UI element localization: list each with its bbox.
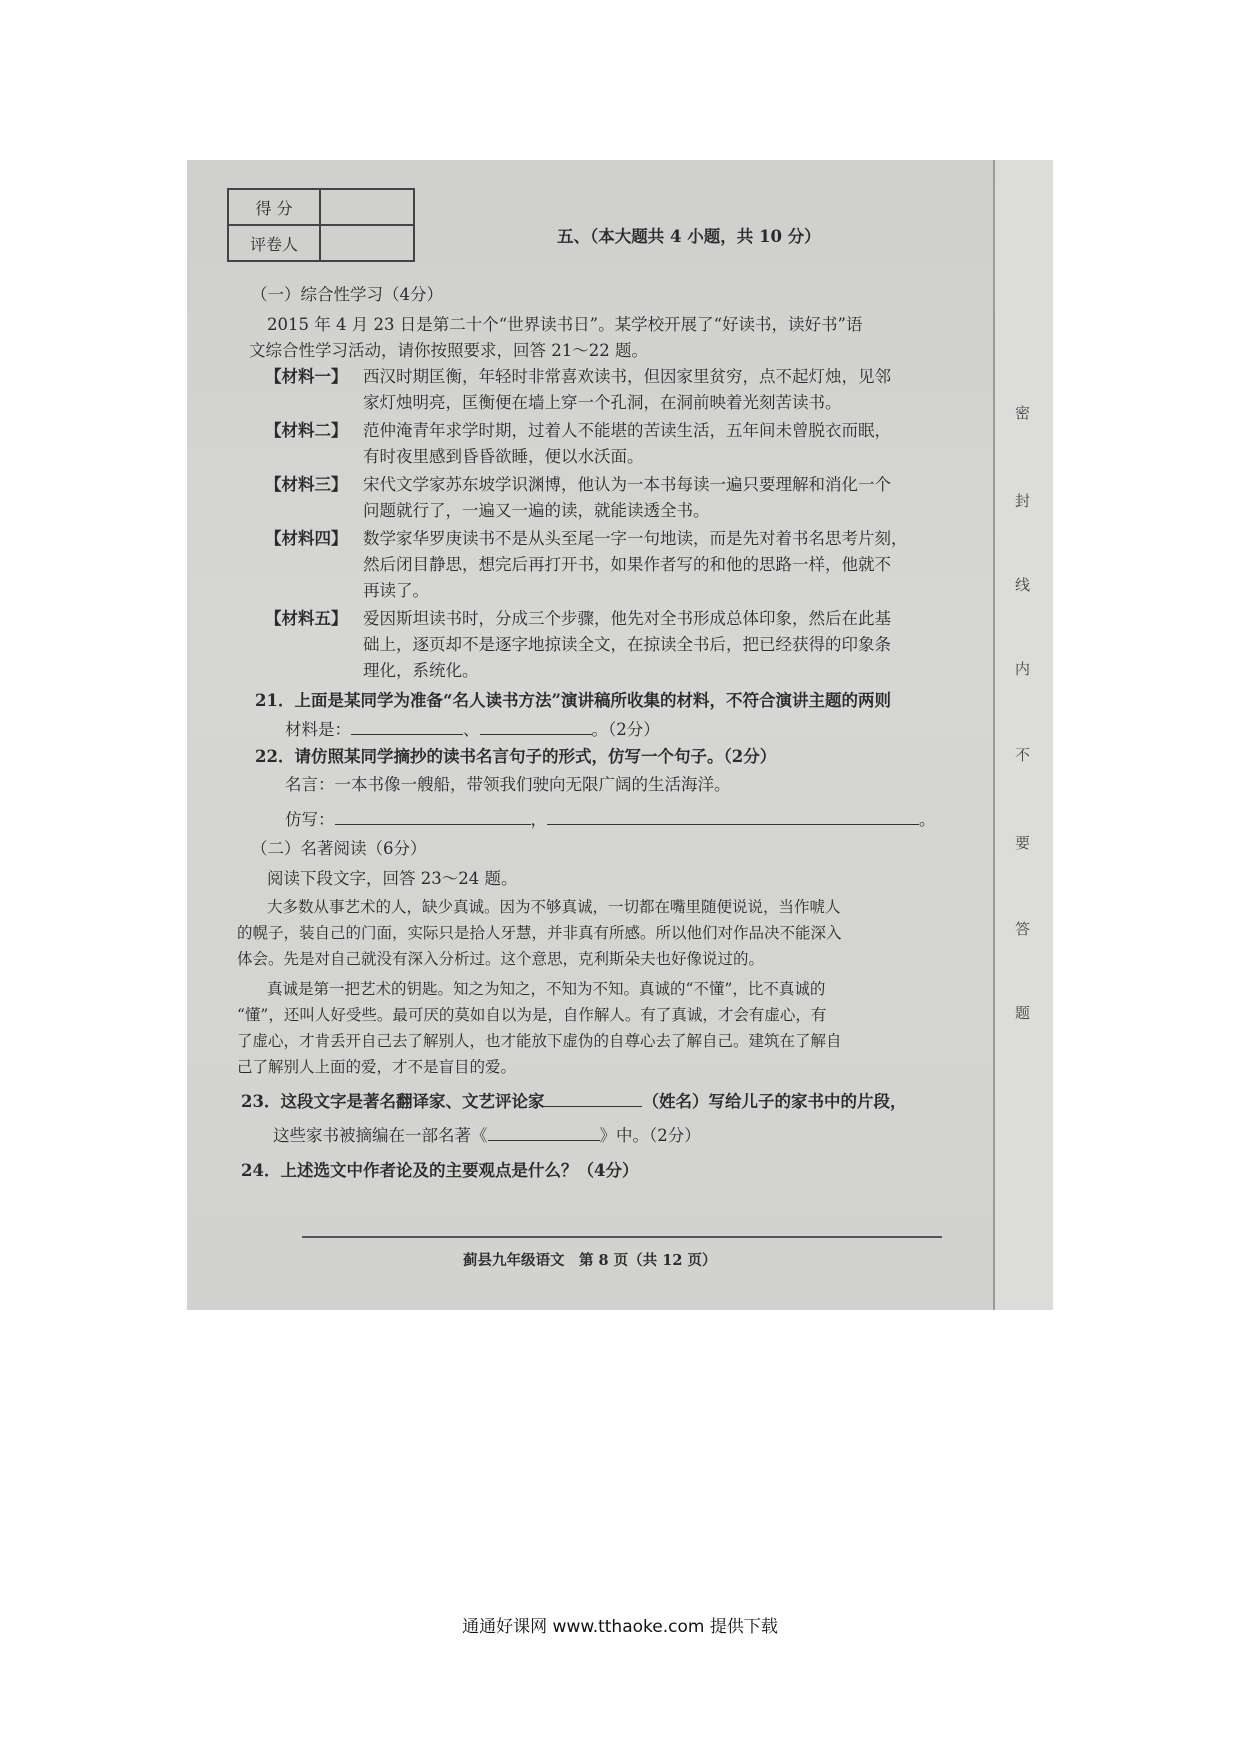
material-line: 西汉时期匡衡，年轻时非常喜欢读书，但因家里贫穷，点不起灯烛，见邻: [363, 367, 891, 386]
passage-line: 己了解别人上面的爱，才不是盲目的爱。: [237, 1058, 517, 1076]
question-22: 22．请仿照某同学摘抄的读书名言句子的形式，仿写一个句子。（2分）: [255, 747, 777, 766]
material-line: 础上，逐页却不是逐字地掠读全文，在掠读全书后，把已经获得的印象条: [363, 635, 891, 654]
material-line: 家灯烛明亮，匡衡便在墙上穿一个孔洞，在洞前映着光刻苦读书。: [363, 393, 842, 412]
material-line: 爱因斯坦读书时，分成三个步骤，他先对全书形成总体印象，然后在此基: [363, 609, 891, 628]
passage-line: 的幌子，装自己的门面，实际只是拾人牙慧，并非真有所感。所以他们对作品决不能深入: [237, 924, 842, 942]
grader-label: 评卷人: [228, 225, 320, 261]
q23-part-b: （姓名）写给儿子的家书中的片段，: [642, 1092, 907, 1111]
footer-rule: [302, 1236, 942, 1238]
question-23: [241, 1088, 906, 1115]
score-label: 得 分: [228, 189, 320, 225]
q22-blank-1[interactable]: [335, 806, 531, 825]
seal-char: 答: [1015, 920, 1031, 938]
material-tag: 【材料四】: [265, 529, 348, 548]
passage-line: 真诚是第一把艺术的钥匙。知之为知之，不知为不知。真诚的“不懂”，比不真诚的: [267, 980, 826, 998]
seal-char: 密: [1015, 404, 1031, 422]
score-table: [227, 188, 415, 262]
seal-char: 内: [1015, 660, 1031, 678]
section-title: 五、（本大题共 4 小题，共 10 分）: [557, 227, 821, 246]
q21-blank-1[interactable]: [351, 716, 463, 735]
q21-blank-2[interactable]: [480, 716, 592, 735]
part2-heading: （二）名著阅读（6分）: [251, 839, 427, 858]
material-line: 有时夜里感到昏昏欲睡，便以水沃面。: [363, 447, 644, 466]
q21-prefix: 材料是：: [285, 720, 351, 739]
part1-intro-line1: 2015 年 4 月 23 日是第二十个“世界读书日”。某学校开展了“好读书，读好书”语: [267, 315, 863, 334]
material-line: 再读了。: [363, 581, 429, 600]
question-22-quote: 名言：一本书像一艘船，带领我们驶向无限广阔的生活海洋。: [285, 775, 731, 794]
part2-intro: 阅读下段文字，回答 23～24 题。: [267, 869, 518, 888]
question-22-answer-line: [285, 806, 936, 833]
q23-book-blank[interactable]: [488, 1122, 600, 1141]
seal-char: 不: [1015, 746, 1031, 764]
material-line: 理化，系统化。: [363, 661, 479, 680]
seal-char: 题: [1015, 1004, 1031, 1022]
passage-line: “懂”，还叫人好受些。最可厌的莫如自以为是，自作解人。有了真诚，才会有虚心，有: [237, 1006, 827, 1024]
q23-part-c: 这些家书被摘编在一部名著《: [273, 1126, 488, 1145]
score-box: [320, 189, 414, 225]
q21-suffix: 。（2分）: [591, 720, 660, 739]
q23-part-d: 》中。（2分）: [599, 1126, 701, 1145]
download-caption: 通通好课网 www.tthaoke.com 提供下载: [462, 1617, 778, 1637]
grader-box: [320, 225, 414, 261]
q22-end: 。: [919, 810, 936, 829]
question-23-line2: [273, 1122, 701, 1149]
material-tag: 【材料五】: [265, 609, 348, 628]
material-line: 宋代文学家苏东坡学识渊博，他认为一本书每读一遍只要理解和消化一个: [363, 475, 891, 494]
q23-name-blank[interactable]: [544, 1088, 642, 1107]
part1-intro-line2: 文综合性学习活动，请你按照要求，回答 21～22 题。: [249, 341, 648, 360]
question-24: 24．上述选文中作者论及的主要观点是什么？（4分）: [241, 1161, 639, 1180]
seal-line-margin: [993, 160, 1053, 1310]
seal-char: 封: [1015, 492, 1031, 510]
passage-line: 体会。先是对自己就没有深入分析过。这个意思，克利斯朵夫也好像说过的。: [237, 950, 765, 968]
part1-heading: （一）综合性学习（4分）: [251, 285, 443, 304]
material-tag: 【材料一】: [265, 367, 348, 386]
q23-part-a: 23．这段文字是著名翻译家、文艺评论家: [241, 1092, 545, 1111]
scanned-exam-page: [187, 160, 1053, 1310]
q22-comma: ，: [530, 810, 547, 829]
q22-prefix: 仿写：: [285, 810, 335, 829]
question-21-answer-line: [285, 716, 660, 743]
seal-char: 要: [1015, 834, 1031, 852]
material-line: 数学家华罗庚读书不是从头至尾一字一句地读，而是先对着书名思考片刻，: [363, 529, 908, 548]
material-line: 然后闭目静思，想完后再打开书，如果作者写的和他的思路一样，他就不: [363, 555, 891, 574]
passage-line: 了虚心，才肯丢开自己去了解别人，也才能放下虚伪的自尊心去了解自己。建筑在了解自: [237, 1032, 842, 1050]
material-line: 范仲淹青年求学时期，过着人不能堪的苦读生活，五年间未曾脱衣而眠，: [363, 421, 891, 440]
q22-blank-2[interactable]: [547, 806, 919, 825]
material-tag: 【材料三】: [265, 475, 348, 494]
q21-sep: 、: [463, 720, 480, 739]
seal-rule: [993, 160, 995, 1310]
passage-line: 大多数从事艺术的人，缺少真诚。因为不够真诚，一切都在嘴里随便说说，当作唬人: [267, 898, 841, 916]
seal-char: 线: [1015, 576, 1031, 594]
question-21: 21．上面是某同学为准备“名人读书方法”演讲稿所收集的材料，不符合演讲主题的两则: [255, 691, 891, 710]
material-tag: 【材料二】: [265, 421, 348, 440]
page-footer: 蓟县九年级语文 第 8 页（共 12 页）: [463, 1252, 717, 1269]
material-line: 问题就行了，一遍又一遍的读，就能读透全书。: [363, 501, 710, 520]
